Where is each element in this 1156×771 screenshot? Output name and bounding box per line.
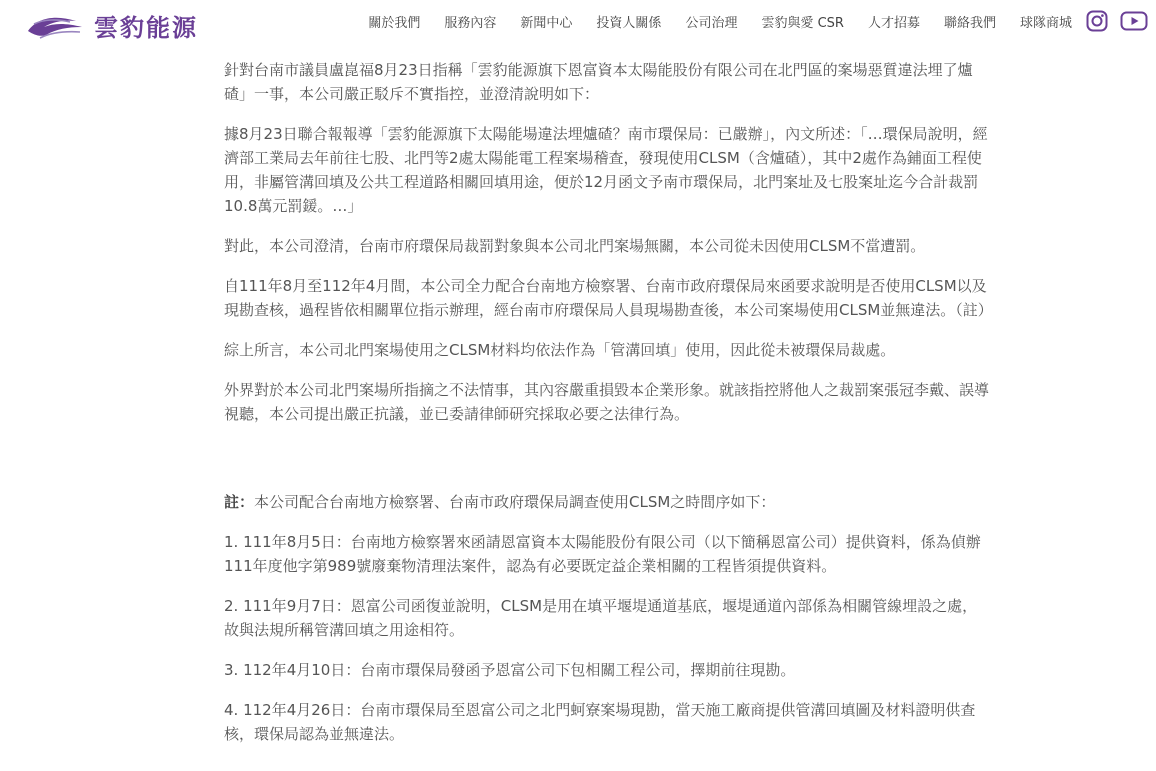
nav-item-shop[interactable]: 球隊商城 [1019,15,1072,31]
brand-name: 雲豹能源 [94,14,198,42]
article-paragraph: 針對台南市議員盧崑福8月23日指稱「雲豹能源旗下恩富資本太陽能股份有限公司在北門區的案場惡質違法埋了爐碴」一事，本公司嚴正駁斥不實指控，並澄清說明如下： [224,61,973,103]
youtube-link[interactable] [1120,11,1148,31]
nav-item-contact[interactable]: 聯絡我們 [943,15,996,31]
site-header [0,0,1156,46]
nav-item-services[interactable]: 服務內容 [444,15,497,31]
leopard-logo-icon [26,11,84,41]
nav-item-csr[interactable]: 雲豹與愛 CSR [761,15,844,31]
nav-item-careers[interactable]: 人才招募 [867,15,920,31]
nav-item-investors[interactable]: 投資人關係 [596,15,662,31]
instagram-icon [1086,10,1108,32]
note-intro [224,490,992,514]
timeline-item: 1. 111年8月5日：台南地方檢察署來函請恩富資本太陽能股份有限公司（以下簡稱恩富公司）提供資料，係為偵辦111年度他字第989號廢棄物清理法案件，認為有必要既定益企業相關的工程皆須提供資料。 [224,533,981,575]
article-paragraph: 據8月23日聯合報報導「雲豹能源旗下太陽能場違法埋爐碴？南市環保局：已嚴辦」，內文所述：「…環保局說明，經濟部工業局去年前往七股、北門等2處太陽能電工程案場稽查，發現使用CLSM（含爐碴），其中2處作為鋪面工程使用，非屬管溝回填及公共工程道路相關回填用途，便於12月函文予南市環保局，北門案址及七股案址迄今合計裁罰10.8萬元罰鍰。…」 [224,125,988,215]
note-label: 註： [224,493,255,511]
article-paragraph: 自111年8月至112年4月間，本公司全力配合台南地方檢察署、台南市政府環保局來函要求說明是否使用CLSM以及現勘查核，過程皆依相關單位指示辦理，經台南市府環保局人員現場勘查後，本公司案場使用CLSM並無違法。（註） [224,277,993,319]
nav-item-about[interactable]: 關於我們 [368,15,421,31]
brand-logo[interactable] [26,8,198,43]
instagram-link[interactable] [1086,10,1108,32]
nav-item-news[interactable]: 新聞中心 [520,15,573,31]
article-body [224,58,992,762]
section-spacer [224,442,992,490]
youtube-icon [1120,11,1148,31]
timeline-item: 2. 111年9月7日：恩富公司函復並說明，CLSM是用在填平堰堤通道基底，堰堤通道內部係為相關管線埋設之處，故與法規所稱管溝回填之用途相符。 [224,597,978,639]
timeline-item: 3. 112年4月10日：台南市環保局發函予恩富公司下包相關工程公司，擇期前往現勘。 [224,661,796,679]
note-intro-text: 本公司配合台南地方檢察署、台南市政府環保局調查使用CLSM之時間序如下： [254,493,776,511]
nav-item-governance[interactable]: 公司治理 [685,15,738,31]
article-paragraph: 綜上所言，本公司北門案場使用之CLSM材料均依法作為「管溝回填」使用，因此從未被環保局裁處。 [224,341,896,359]
article-paragraph: 對此，本公司澄清，台南市府環保局裁罰對象與本公司北門案場無關，本公司從未因使用CLSM不當遭罰。 [224,237,926,255]
timeline-item: 4. 112年4月26日：台南市環保局至恩富公司之北門蚵寮案場現勘，當天施工廠商提供管溝回填圖及材料證明供查核，環保局認為並無違法。 [224,701,976,743]
main-nav [368,10,1148,32]
article-paragraph: 外界對於本公司北門案場所指摘之不法情事，其內容嚴重損毀本企業形象。就該指控將他人之裁罰案張冠李戴、誤導視聽，本公司提出嚴正抗議，並已委請律師研究採取必要之法律行為。 [224,381,990,423]
